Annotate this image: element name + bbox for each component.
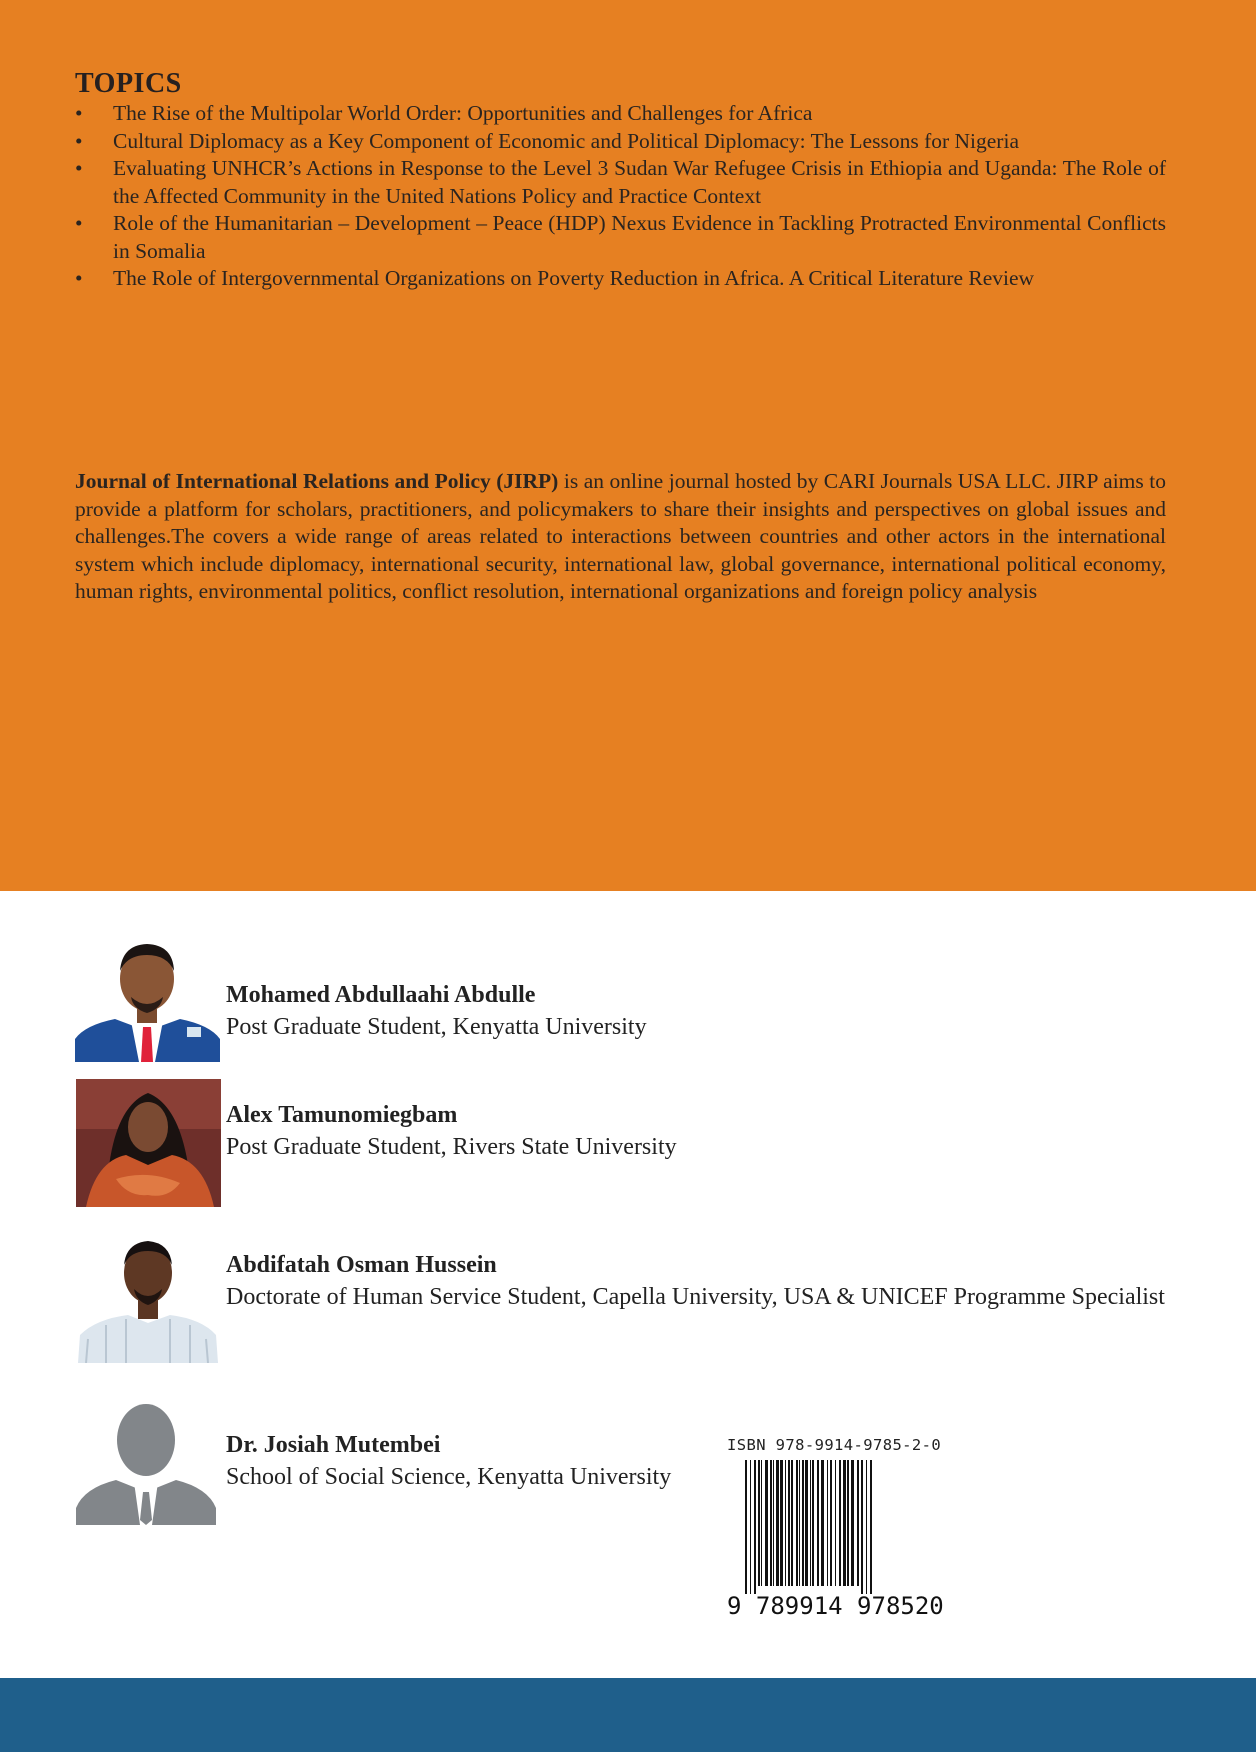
topic-item: • The Rise of the Multipolar World Order: Opportunities and Challenges for Africa bbox=[75, 100, 1166, 128]
topic-item: • Role of the Humanitarian – Development – Peace (HDP) Nexus Evidence in Tackling Protracted Environmental Conflicts in Somalia bbox=[75, 210, 1166, 265]
author-affiliation: Doctorate of Human Service Student, Capella University, USA & UNICEF Programme Specialist bbox=[226, 1284, 1165, 1310]
author-name: Dr. Josiah Mutembei bbox=[226, 1432, 441, 1458]
author-affiliation: Post Graduate Student, Kenyatta University bbox=[226, 1014, 647, 1040]
isbn-digits: 9 789914 978520 bbox=[727, 1592, 944, 1620]
topic-item: • The Role of Intergovernmental Organizations on Poverty Reduction in Africa. A Critical Literature Review bbox=[75, 265, 1166, 293]
author-photo bbox=[76, 1227, 221, 1363]
author-photo bbox=[75, 927, 220, 1062]
author-name: Abdifatah Osman Hussein bbox=[226, 1252, 497, 1278]
author-photo bbox=[76, 1079, 221, 1207]
isbn-barcode bbox=[745, 1460, 935, 1596]
author-affiliation: School of Social Science, Kenyatta University bbox=[226, 1464, 672, 1490]
author-affiliation: Post Graduate Student, Rivers State University bbox=[226, 1134, 677, 1160]
journal-name: Journal of International Relations and Policy (JIRP) bbox=[75, 469, 559, 493]
topic-item: • Cultural Diplomacy as a Key Component of Economic and Political Diplomacy: The Lessons for Nigeria bbox=[75, 128, 1166, 156]
author-name: Mohamed Abdullaahi Abdulle bbox=[226, 982, 536, 1008]
journal-description bbox=[75, 468, 1166, 606]
topic-item: • Evaluating UNHCR’s Actions in Response to the Level 3 Sudan War Refugee Crisis in Ethiopia and Uganda: The Role of the Affected Community in the United Nations Policy and Practice Context bbox=[75, 155, 1166, 210]
footer-band bbox=[0, 1678, 1256, 1752]
topics-list bbox=[75, 100, 1166, 293]
person-placeholder-icon bbox=[76, 1400, 216, 1525]
isbn-label: ISBN 978-9914-9785-2-0 bbox=[727, 1436, 942, 1454]
journal-description-text: is an online journal hosted by CARI Journals USA LLC. JIRP aims to provide a platform for scholars, practitioners, and policymakers to share their insights and perspectives on global issues and challenges.The covers a wide range of areas related to interactions between countries and other actors in the international system which include diplomacy, international security, international law, global governance, international political economy, human rights, environmental politics, conflict resolution, international organizations and foreign policy analysis bbox=[75, 469, 1166, 603]
author-name: Alex Tamunomiegbam bbox=[226, 1102, 458, 1128]
topics-heading: TOPICS bbox=[75, 68, 182, 99]
